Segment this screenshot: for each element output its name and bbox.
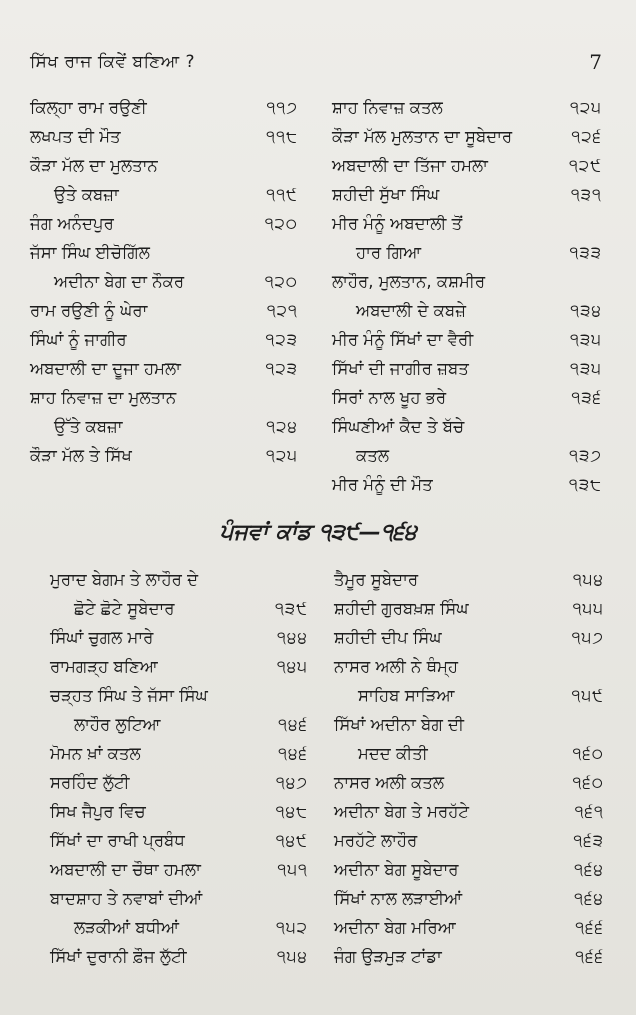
toc-entry-title: ਚੜ੍ਹਤ ਸਿੰਘ ਤੇ ਜੱਸਾ ਸਿੰਘ — [50, 686, 208, 705]
toc-entry-page: ੧੩੩ — [569, 243, 602, 262]
toc-entry — [50, 682, 308, 711]
toc-entry-title: ਕਤਲ — [356, 446, 389, 465]
toc-entry — [334, 740, 604, 769]
toc-entry — [30, 239, 298, 268]
toc-entry-page: ੧੨੯ — [568, 156, 602, 175]
toc-entry — [332, 152, 602, 181]
toc-entry-title: ਲੜਕੀਆਂ ਬਧੀਆਂ — [74, 918, 180, 937]
toc-entry-page: ੧੩੮ — [568, 475, 602, 494]
toc-entry — [30, 210, 298, 239]
toc-entry — [50, 769, 308, 798]
toc-entry-title: ਅਬਦਾਲੀ ਦਾ ਤਿੱਜਾ ਹਮਲਾ — [332, 156, 488, 175]
toc-entry-title: ਸ਼ਾਹ ਨਿਵਾਜ਼ ਦਾ ਮੁਲਤਾਨ — [30, 388, 177, 407]
toc-entry-title: ਸ਼ਾਹ ਨਿਵਾਜ਼ ਕਤਲ — [332, 98, 443, 117]
toc-entry — [30, 181, 298, 210]
toc-entry-page: ੧੨੫ — [570, 98, 602, 117]
toc-entry-title: ਸਿੱਖਾਂ ਨਾਲ ਲੜਾਈਆਂ — [334, 889, 463, 908]
section-heading: ਪੰਜਵਾਂ ਕਾਂਡ ੧੩੯—੧੬੪ — [219, 520, 417, 545]
toc-entry — [50, 943, 308, 972]
toc-entry — [30, 94, 298, 123]
toc-entry-title: ਤੈਮੂਰ ਸੂਬੇਦਾਰ — [334, 570, 419, 589]
toc-entry-page: ੧੪੮ — [275, 802, 308, 821]
toc-entry-page: ੧੨੬ — [571, 127, 602, 146]
toc-entry-page: ੧੧੯ — [266, 185, 298, 204]
toc-entry-title: ਮਰਹੱਟੇ ਲਾਹੌਰ — [334, 831, 418, 850]
toc-entry — [334, 914, 604, 943]
toc-entry-title: ਰਾਮਗੜ੍ਹ ਬਣਿਆ — [50, 657, 158, 676]
toc-entry — [334, 827, 604, 856]
toc-entry-page: ੧੫੭ — [571, 628, 604, 647]
toc-entry-title: ਸਿੰਘਾਂ ਨੂੰ ਜਾਗੀਰ — [30, 330, 127, 349]
toc-entry-title: ਸਿੱਖਾਂ ਦਾ ਰਾਖੀ ਪ੍ਰਬੰਧ — [50, 831, 185, 850]
toc-entry-page: ੧੬੬ — [575, 918, 604, 937]
toc-entry — [334, 943, 604, 972]
toc-entry-title: ਮੁਰਾਦ ਬੇਗਮ ਤੇ ਲਾਹੌਰ ਦੇ — [50, 570, 199, 589]
toc-entry — [30, 123, 298, 152]
toc-entry-title: ਅਦੀਨਾ ਬੇਗ ਮਰਿਆ — [334, 918, 456, 937]
toc-entry — [30, 268, 298, 297]
toc-entry — [50, 798, 308, 827]
toc-entry-title: ਮੀਰ ਮੰਨੂੰ ਦੀ ਮੌਤ — [332, 475, 433, 494]
toc-entry-title: ਮੋਮਨ ਖ਼ਾਂ ਕਤਲ — [50, 744, 141, 763]
toc-entry-page: ੧੨੦ — [264, 272, 298, 291]
toc-entry-title: ਜੰਗ ਅਨੰਦਪੁਰ — [30, 214, 114, 233]
toc-entry — [334, 624, 604, 653]
toc-entry — [334, 798, 604, 827]
toc-entry — [332, 442, 602, 471]
toc-entry-page: ੧੩੫ — [570, 330, 602, 349]
toc-entry-title: ਕੌੜਾ ਮੱਲ ਤੇ ਸਿੱਖ — [30, 446, 132, 465]
toc-column-top-right — [332, 94, 602, 500]
toc-entry-title: ਜੱਸਾ ਸਿੰਘ ਈਚੋਗਿੱਲ — [30, 243, 150, 262]
running-title: ਸਿੱਖ ਰਾਜ ਕਿਵੇਂ ਬਣਿਆ ? — [30, 52, 196, 72]
toc-entry-page: ੧੪੬ — [278, 744, 308, 763]
toc-entry — [334, 682, 604, 711]
toc-entry — [50, 827, 308, 856]
toc-entry-page: ੧੨੩ — [265, 359, 298, 378]
toc-entry-page: ੧੫੧ — [277, 860, 308, 879]
toc-entry-title: ਹਾਰ ਗਿਆ — [356, 243, 422, 262]
toc-entry-page: ੧੧੭ — [266, 98, 298, 117]
toc-entry — [50, 653, 308, 682]
toc-entry-title: ਰਾਮ ਰਉਣੀ ਨੂੰ ਘੇਰਾ — [30, 301, 148, 320]
toc-entry-page: ੧੩੯ — [274, 599, 308, 618]
toc-entry-page: ੧੫੪ — [276, 947, 308, 966]
toc-entry-title: ਕਿਲ੍ਹਾ ਰਾਮ ਰਉਣੀ — [30, 98, 147, 117]
toc-entry-title: ਸ਼ਹੀਦੀ ਗੁਰਬਖ਼ਸ਼ ਸਿੰਘ — [334, 599, 469, 618]
toc-entry-title: ਅਬਦਾਲੀ ਦਾ ਚੌਥਾ ਹਮਲਾ — [50, 860, 201, 879]
toc-entry — [334, 595, 604, 624]
toc-entry-title: ਕੌੜਾ ਮੱਲ ਮੁਲਤਾਨ ਦਾ ਸੂਬੇਦਾਰ — [332, 127, 513, 146]
toc-entry — [50, 595, 308, 624]
toc-entry-page: ੧੨੩ — [265, 330, 298, 349]
toc-entry — [334, 566, 604, 595]
toc-entry-page: ੧੨੪ — [266, 417, 298, 436]
toc-entry-page: ੧੫੯ — [571, 686, 604, 705]
toc-entry — [332, 413, 602, 442]
toc-entry-page: ੧੧੮ — [266, 127, 298, 146]
toc-entry-page: ੧੬੦ — [572, 744, 604, 763]
toc-entry-title: ਸਿੱਖਾਂ ਦੀ ਜਾਗੀਰ ਜ਼ਬਤ — [332, 359, 469, 378]
toc-entry — [50, 624, 308, 653]
toc-entry-page: ੧੬੬ — [575, 947, 604, 966]
toc-entry-page: ੧੩੭ — [569, 446, 602, 465]
toc-entry-title: ਸਿਖ ਜੈਪੁਰ ਵਿਚ — [50, 802, 146, 821]
toc-entry-title: ਮਦਦ ਕੀਤੀ — [358, 744, 428, 763]
toc-entry — [50, 885, 308, 914]
toc-entry — [332, 268, 602, 297]
toc-entry-title: ਅਦੀਨਾ ਬੇਗ ਸੂਬੇਦਾਰ — [334, 860, 459, 879]
toc-column-top-left — [30, 94, 298, 471]
toc-entry — [334, 885, 604, 914]
toc-entry-title: ਸਿੰਘਾਂ ਚੁਗਲ ਮਾਰੇ — [50, 628, 154, 647]
toc-entry — [332, 94, 602, 123]
toc-entry-title: ਅਦੀਨਾ ਬੇਗ ਦਾ ਨੌਕਰ — [54, 272, 185, 291]
toc-entry — [30, 413, 298, 442]
toc-entry-title: ਸਿੱਖਾਂ ਦੁਰਾਨੀ ਫ਼ੌਜ ਲੁੱਟੀ — [50, 947, 187, 966]
toc-entry — [50, 711, 308, 740]
toc-entry-title: ਛੋਟੇ ਛੋਟੇ ਸੂਬੇਦਾਰ — [74, 599, 175, 618]
toc-entry-title: ਬਾਦਸ਼ਾਹ ਤੇ ਨਵਾਬਾਂ ਦੀਆਂ — [50, 889, 203, 908]
toc-entry-title: ਨਾਸਰ ਅਲੀ ਨੇ ਥੰਮ੍ਹ — [334, 657, 459, 676]
toc-entry-title: ਸ਼ਹੀਦੀ ਸੁੱਖਾ ਸਿੰਘ — [332, 185, 440, 204]
toc-entry — [30, 442, 298, 471]
toc-entry — [332, 384, 602, 413]
toc-entry-title: ਸ਼ਹੀਦੀ ਦੀਪ ਸਿੰਘ — [334, 628, 442, 647]
toc-entry-page: ੧੨੦ — [264, 214, 298, 233]
toc-entry-title: ਸਿਰਾਂ ਨਾਲ ਖੂਹ ਭਰੇ — [332, 388, 447, 407]
toc-entry-page: ੧੫੨ — [276, 918, 308, 937]
toc-entry-page: ੧੪੪ — [277, 628, 308, 647]
toc-entry-page: ੧੫੪ — [572, 570, 604, 589]
toc-entry — [30, 355, 298, 384]
toc-entry-page: ੧੪੭ — [275, 773, 308, 792]
toc-entry-title: ਨਾਸਰ ਅਲੀ ਕਤਲ — [334, 773, 445, 792]
toc-entry-page: ੧੬੩ — [573, 831, 604, 850]
toc-entry-title: ਅਬਦਾਲੀ ਦਾ ਦੂਜਾ ਹਮਲਾ — [30, 359, 181, 378]
toc-entry-title: ਮੀਰ ਮੰਨੂੰ ਅਬਦਾਲੀ ਤੋਂ — [332, 214, 463, 233]
toc-entry — [50, 914, 308, 943]
toc-entry-title: ਸਿੰਘਣੀਆਂ ਕੈਦ ਤੇ ਬੱਚੇ — [332, 417, 465, 436]
toc-entry — [30, 384, 298, 413]
toc-entry-page: ੧੨੫ — [266, 446, 298, 465]
toc-entry-page: ੧੩੪ — [570, 301, 602, 320]
toc-entry-page: ੧੬੧ — [574, 802, 604, 821]
toc-entry-page: ੧੬੪ — [574, 860, 604, 879]
toc-entry — [334, 769, 604, 798]
toc-entry-title: ਅਦੀਨਾ ਬੇਗ ਤੇ ਮਰਹੱਟੇ — [334, 802, 469, 821]
toc-entry-page: ੧੨੧ — [266, 301, 298, 320]
toc-entry-page: ੧੪੯ — [275, 831, 308, 850]
toc-entry-title: ਅਬਦਾਲੀ ਦੇ ਕਬਜ਼ੇ — [356, 301, 466, 320]
toc-entry-title: ਸਾਹਿਬ ਸਾੜਿਆ — [358, 686, 455, 705]
toc-entry-page: ੧੬੪ — [574, 889, 604, 908]
toc-entry — [334, 856, 604, 885]
toc-entry-title: ਲਖਪਤ ਦੀ ਮੌਤ — [30, 127, 121, 146]
toc-column-bottom-left — [50, 566, 308, 972]
toc-entry-title: ਕੌੜਾ ਮੱਲ ਦਾ ਮੁਲਤਾਨ — [30, 156, 158, 175]
toc-entry — [334, 711, 604, 740]
toc-entry — [50, 740, 308, 769]
toc-entry-page: ੧੩੧ — [570, 185, 602, 204]
toc-entry-title: ਸਰਹਿੰਦ ਲੁੱਟੀ — [50, 773, 130, 792]
toc-entry-page: ੧੪੫ — [276, 657, 308, 676]
toc-entry-title: ਉਤੇ ਕਬਜ਼ਾ — [54, 185, 119, 204]
toc-entry-page: ੧੬੦ — [572, 773, 604, 792]
toc-entry-title: ਜੰਗ ਉੜਮੁੜ ਟਾਂਡਾ — [334, 947, 442, 966]
toc-entry — [30, 152, 298, 181]
toc-entry — [332, 326, 602, 355]
toc-column-bottom-right — [334, 566, 604, 972]
toc-entry-page: ੧੪੬ — [278, 715, 308, 734]
toc-entry — [50, 856, 308, 885]
toc-entry — [30, 297, 298, 326]
toc-entry-title: ਮੀਰ ਮੰਨੂੰ ਸਿੱਖਾਂ ਦਾ ਵੈਰੀ — [332, 330, 474, 349]
toc-entry — [332, 210, 602, 239]
toc-entry-title: ਉੱਤੇ ਕਬਜ਼ਾ — [54, 417, 123, 436]
toc-entry-title: ਲਾਹੌਰ, ਮੁਲਤਾਨ, ਕਸ਼ਮੀਰ — [332, 272, 486, 291]
toc-entry — [334, 653, 604, 682]
toc-entry-page: ੧੫੫ — [572, 599, 604, 618]
toc-entry-page: ੧੩੬ — [571, 388, 602, 407]
toc-entry — [30, 326, 298, 355]
page-number: 7 — [589, 50, 602, 74]
toc-entry-title: ਲਾਹੌਰ ਲੁਟਿਆ — [74, 715, 161, 734]
toc-entry — [332, 297, 602, 326]
toc-entry — [332, 239, 602, 268]
toc-entry — [332, 123, 602, 152]
toc-entry — [332, 355, 602, 384]
toc-entry-title: ਸਿੱਖਾਂ ਅਦੀਨਾ ਬੇਗ ਦੀ — [334, 715, 464, 734]
toc-entry — [332, 471, 602, 500]
toc-entry — [332, 181, 602, 210]
toc-entry-page: ੧੩੫ — [570, 359, 602, 378]
toc-entry — [50, 566, 308, 595]
